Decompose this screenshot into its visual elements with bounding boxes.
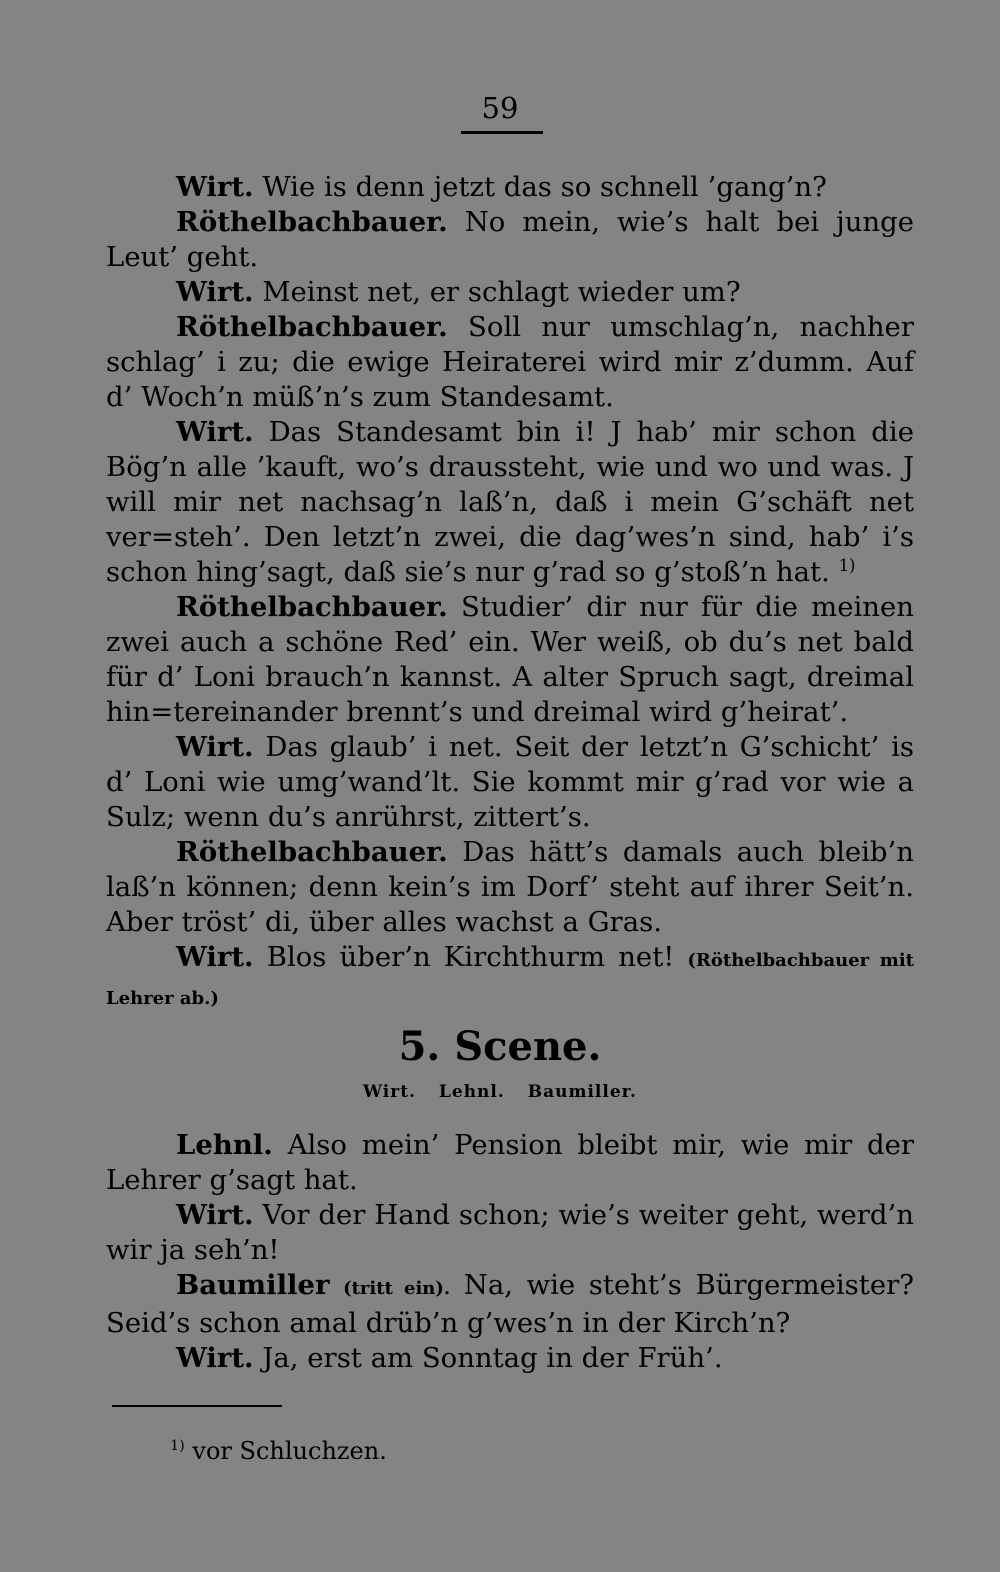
footnote-separator (112, 1405, 282, 1407)
speaker-name: Röthelbachbauer. (176, 206, 448, 238)
page-number: 59 (481, 91, 519, 125)
dialogue-line (106, 310, 914, 415)
speaker-name: Wirt. (176, 1342, 254, 1374)
dialogue-block-bottom (106, 1128, 914, 1376)
line-text: Ja, erst am Sonntag in der Früh’. (262, 1342, 723, 1374)
dialogue-line (106, 590, 914, 730)
speaker-name: Lehnl. (176, 1129, 273, 1161)
stage-direction: (Röthelbachbauer mit Lehrer ab.) (106, 950, 914, 1009)
line-text: Das glaub’ i net. Seit der letzt’n G’schicht’ is d’ Loni wie umg’wand’lt. Sie kommt mir g’rad vor wie a Sulz; wenn du’s anrührst, zittert’s. (106, 731, 914, 833)
footnote (170, 1433, 387, 1469)
dialogue-line (106, 940, 914, 1016)
dialogue-line (106, 275, 914, 310)
speaker-name: Wirt. (176, 1199, 254, 1231)
footnote-reference: 1) (838, 555, 856, 575)
line-text: Meinst net, er schlagt wieder um? (262, 276, 741, 308)
line-text: Wie is denn jetzt das so schnell ’gang’n? (262, 171, 827, 203)
cast-member: Wirt. (363, 1082, 416, 1102)
speaker-name: Röthelbachbauer. (176, 311, 448, 343)
cast-member: Lehnl. (438, 1082, 505, 1102)
dialogue-line (106, 1128, 914, 1198)
dialogue-line (106, 730, 914, 835)
speaker-name: Röthelbachbauer. (176, 591, 448, 623)
dialogue-line (106, 835, 914, 940)
speaker-name: Röthelbachbauer. (176, 836, 448, 868)
line-text: Also mein’ Pension bleibt mir, wie mir der Lehrer g’sagt hat. (106, 1129, 914, 1196)
speaker-name: Wirt. (176, 941, 254, 973)
dialogue-line (106, 1198, 914, 1268)
footnote-text: vor Schluchzen. (192, 1437, 387, 1465)
dialogue-line (106, 1341, 914, 1376)
stage-direction: (tritt ein). (343, 1278, 451, 1299)
line-text: Blos über’n Kirchthurm net! (266, 941, 675, 973)
dialogue-line (106, 205, 914, 275)
speaker-name: Wirt. (176, 731, 254, 763)
speaker-name: Baumiller (176, 1269, 330, 1301)
scene-cast-list (0, 1077, 1000, 1107)
speaker-name: Wirt. (176, 171, 254, 203)
speaker-name: Wirt. (176, 416, 254, 448)
scene-heading: 5. Scene. (398, 1023, 602, 1070)
dialogue-line (106, 1268, 914, 1341)
line-text: Studier’ dir nur für die meinen zwei auch a schöne Red’ ein. Wer weiß, ob du’s net bald für d’ Loni brauch’n kannst. A alter Spruch sagt, dreimal hin=tereinander brennt’s und dreimal wird g’heirat’. (106, 591, 914, 728)
dialogue-block-top (106, 170, 914, 1016)
line-text: Das hätt’s damals auch bleib’n laß’n können; denn kein’s im Dorf’ steht auf ihrer Seit’n. Aber tröst’ di, über alles wachst a Gras. (106, 836, 914, 938)
line-text: Na, wie steht’s Bürgermeister? Seid’s schon amal drüb’n g’wes’n in der Kirch’n? (106, 1269, 915, 1339)
speaker-name: Wirt. (176, 276, 254, 308)
dialogue-line (106, 170, 914, 205)
dialogue-line (106, 415, 914, 590)
cast-member: Baumiller. (527, 1082, 637, 1102)
line-text: Soll nur umschlag’n, nachher schlag’ i zu; die ewige Heiraterei wird mir z’dumm. Auf d’ Woch’n müß’n’s zum Standesamt. (106, 311, 914, 413)
line-text: No mein, wie’s halt bei junge Leut’ geht. (106, 206, 914, 273)
line-text: Vor der Hand schon; wie’s weiter geht, werd’n wir ja seh’n! (106, 1199, 914, 1266)
footnote-mark: 1) (170, 1438, 185, 1454)
page-number-rule (461, 131, 543, 134)
line-text: Das Standesamt bin i! J hab’ mir schon die Bög’n alle ’kauft, wo’s draussteht, wie und wo und was. J will mir net nachsag’n laß’n, daß i mein G’schäft net ver=steh’. Den letzt’n zwei, die dag’wes’n sind, hab’ i’s schon hing’sagt, daß sie’s nur g’rad so g’stoß’n hat. (106, 416, 914, 588)
